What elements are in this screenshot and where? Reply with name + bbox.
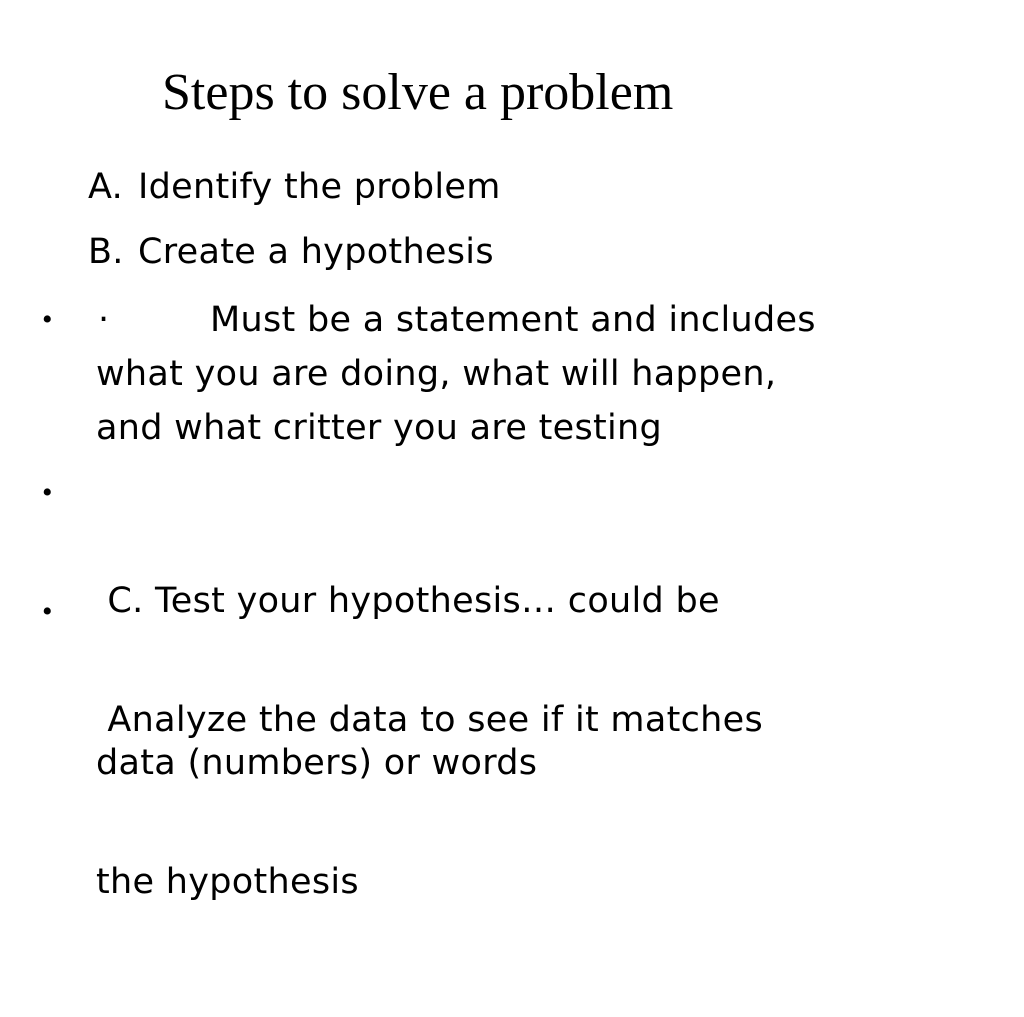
bullet-item-analyze [42, 585, 942, 1017]
bullet-glyph: • [42, 476, 53, 509]
bullet-content [96, 293, 942, 455]
bullet-glyph: • [42, 595, 53, 628]
bullet-line [96, 293, 942, 347]
item-marker: A. [88, 167, 124, 207]
bullet-glyph: • [42, 303, 53, 336]
bullet-line: C. Test your hypothesis… could be [96, 581, 720, 621]
slide-title: Steps to solve a problem [162, 64, 674, 121]
bullet-line: what you are doing, what will happen, [96, 354, 777, 394]
bullet-item-hypothesis-detail [42, 293, 942, 455]
bullet-line: Analyze the data to see if it matches [96, 700, 763, 740]
bullet-line: the hypothesis [96, 862, 359, 902]
item-text: Identify the problem [138, 167, 501, 207]
item-marker: B. [88, 232, 124, 272]
bullet-line: data (numbers) or words [96, 743, 538, 783]
sub-bullet-glyph: · [98, 300, 110, 340]
bullet-line: and what critter you are testing [96, 408, 663, 448]
lettered-item-a [88, 162, 501, 212]
bullet-content [96, 585, 942, 1017]
item-text: Create a hypothesis [138, 232, 494, 272]
bullet-line-text: Must be a statement and includes [210, 300, 816, 340]
lettered-item-b [88, 227, 494, 277]
